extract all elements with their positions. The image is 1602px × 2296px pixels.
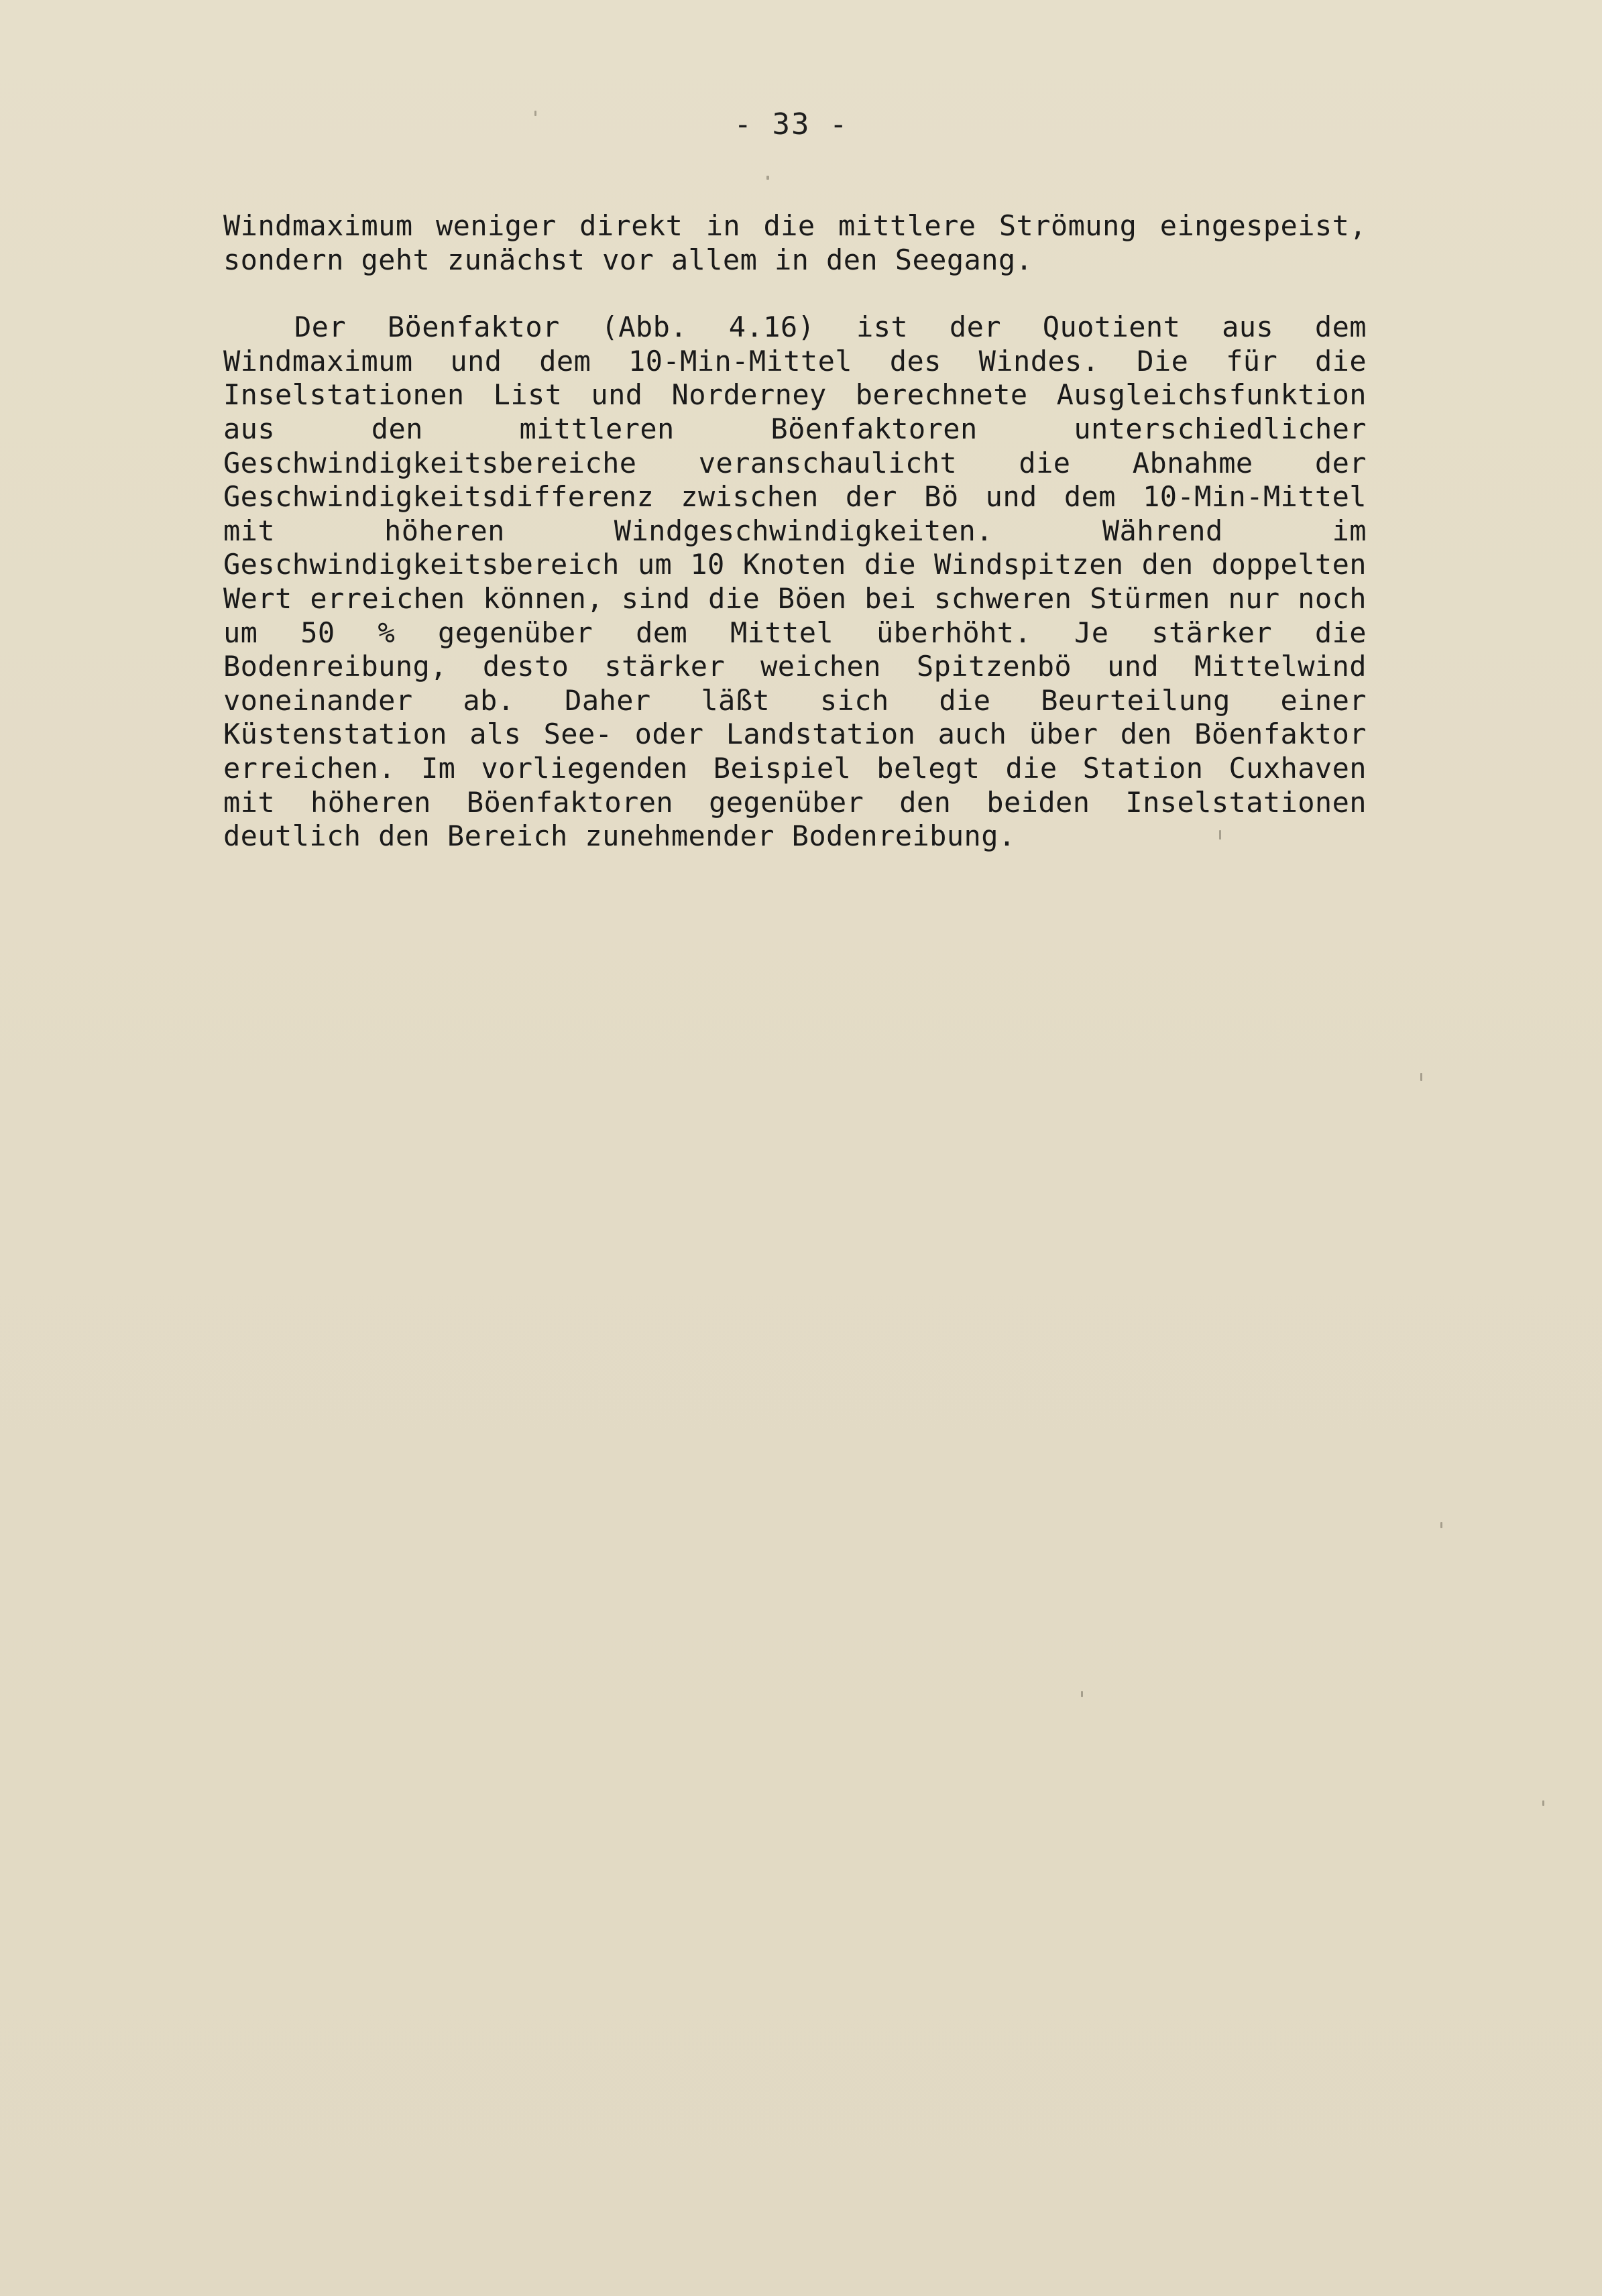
scan-speck [1542, 1800, 1544, 1806]
scan-speck [766, 176, 769, 180]
scan-speck [1081, 1691, 1083, 1697]
body-text [223, 209, 1367, 854]
scan-speck [1219, 830, 1221, 840]
scan-speck [534, 111, 536, 116]
scan-speck [1420, 1073, 1422, 1081]
paragraph-windmaximum: Windmaximum weniger direkt in die mittlere Strömung eingespeist, sondern geht zunächst vor allem in den Seegang. [223, 209, 1367, 276]
paragraph-boenfaktor: Der Böenfaktor (Abb. 4.16) ist der Quotient aus dem Windmaximum und dem 10-Min-Mittel des Windes. Die für die Inselstationen List und Norderney berechnete Ausgleichsfunktion aus den mittleren Böenfaktoren unterschiedlicher Geschwindigkeitsbereiche veranschaulicht die Abnahme der Geschwindigkeitsdifferenz zwischen der Bö und dem 10-Min-Mittel mit höheren Windgeschwindigkeiten. Während im Geschwindigkeitsbereich um 10 Knoten die Windspitzen den doppelten Wert erreichen können, sind die Böen bei schweren Stürmen nur noch um 50 % gegenüber dem Mittel überhöht. Je stärker die Bodenreibung, desto stärker weichen Spitzenbö und Mittelwind voneinander ab. Daher läßt sich die Beurteilung einer Küstenstation als See- oder Landstation auch über den Böenfaktor erreichen. Im vorliegenden Beispiel belegt die Station Cuxhaven mit höheren Böenfaktoren gegenüber den beiden Inselstationen deutlich den Bereich zunehmender Bodenreibung. [223, 310, 1367, 853]
page-number: - 33 - [734, 107, 849, 141]
scan-speck [1440, 1522, 1442, 1528]
